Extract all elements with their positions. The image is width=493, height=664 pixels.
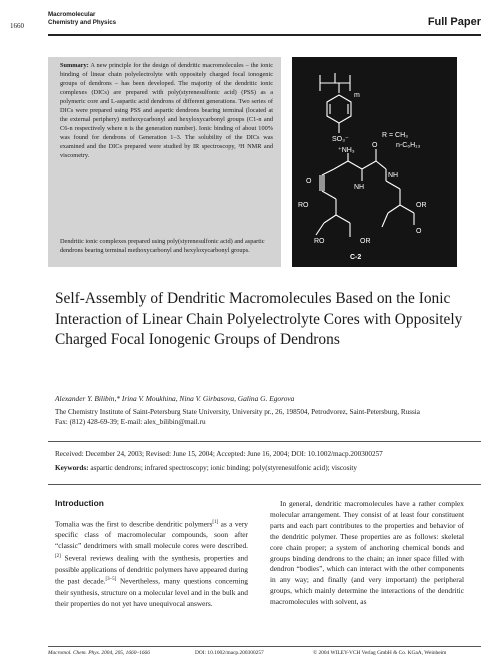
keywords <box>55 464 475 472</box>
abstract-text <box>60 61 273 160</box>
r-definition-line1: R = CH₃ <box>382 132 408 139</box>
journal-name-line2: Chemistry and Physics <box>48 19 117 26</box>
affiliation <box>55 408 475 427</box>
ester-ro-label-1: RO <box>298 202 309 209</box>
r-definition-line2: n-C₆H₁₃ <box>396 142 421 149</box>
citation-ref[interactable]: [2] <box>55 554 61 560</box>
body-text: Tomalia was the first to describe dendritic polymers <box>55 519 213 529</box>
page-number: 1660 <box>10 22 24 30</box>
amide-nh-label-2: NH <box>388 172 399 179</box>
authors: Alexander Y. Bilibin,* Irina V. Moukhina, Nina V. Girbasova, Galina G. Egorova <box>55 394 295 403</box>
ester-or-label-1: OR <box>416 202 427 209</box>
body-column-right: In general, dendritic macromolecules have a rather complex molecular arrangement. They consist of at least four constituent parts and each part contributes to the properties and behavior of the dendritic polymer. These properties are as follows: skeletal core chain proper; a system of anchoring chemical bonds and groups binding dendrons to the chain; an inner space filled with dendron “bodies”, which can interact with the other components in any way; and finally (and very important) the peripheral groups, which mainly determine the interactions of the dendritic macromolecules with solvent, as <box>270 499 464 607</box>
carbonyl-oxygen-label-1: O <box>372 142 378 149</box>
ester-ro-label-2: RO <box>314 238 325 245</box>
divider <box>48 484 481 485</box>
intro-heading: Introduction <box>55 498 104 508</box>
abstract-box <box>48 57 281 267</box>
ammonium-label: ⁺NH₃ <box>338 147 355 154</box>
affiliation-contact: Fax: (812) 428-69-39; E-mail: alex_bilibin@mail.ru <box>55 417 206 426</box>
section-label: Full Paper <box>427 16 481 28</box>
journal-name <box>48 11 198 27</box>
footer-doi[interactable]: DOI: 10.1002/macp.200300257 <box>195 650 264 656</box>
body-text: Several reviews dealing with the synthesis, properties and possible applications of dendritic polymers have appeared during the past decade. <box>55 553 248 586</box>
compound-label: C-2 <box>350 254 362 261</box>
journal-name-line1: Macromolecular <box>48 11 96 18</box>
chemical-structure-figure <box>292 57 457 267</box>
affiliation-address: The Chemistry Institute of Saint-Petersburg State University, University pr., 26, 198504, Petrodvorez, Saint-Petersburg, Russia <box>55 408 420 416</box>
body-column-left <box>55 518 248 610</box>
divider <box>48 441 481 442</box>
dates: Received: December 24, 2003; Revised: June 15, 2004; Accepted: June 16, 2004; DOI: 10.1002/macp.200300257 <box>55 450 383 458</box>
repeat-unit-label: m <box>354 92 360 99</box>
footer-rule <box>48 646 481 647</box>
graphical-abstract-caption: Dendritic ionic complexes prepared using poly(styrenesulfonic acid) and aspartic dendrons bearing terminal methoxycarbonyl and hexyloxycarbonyl groups. <box>60 238 265 254</box>
citation-ref[interactable]: [1] <box>212 520 219 525</box>
amide-nh-label-1: NH <box>354 184 365 191</box>
header-rule <box>48 34 481 36</box>
carbonyl-oxygen-label-3: O <box>416 228 422 235</box>
footer-copyright: © 2004 WILEY-VCH Verlag GmbH & Co. KGaA, Weinheim <box>313 650 447 656</box>
ester-or-label-2: OR <box>360 238 371 245</box>
abstract-body: A new principle for the design of dendritic macromolecules – the ionic binding of linear chain polyelectrolyte with oppositely charged focal ionogenic groups of dendrons – has been developed. The majority of the dendritic ionic complexes (DICs) are prepared with poly(styrenesulfonic acid) (PSS) as a polymeric core and L-aspartic acid dendrons of different generations. Two series of DICs were prepared using PSS and aspartic dendrons bearing terminal (located at the external periphery) methoxycarbonyl and hexyloxycarbonyl groups (C1-n and C6-n respectively where n is the generation number). Ionic binding of about 100% was found for dendrons of Generation 1–3. The solubility of the DICs was examined and the DICs prepared were studied by IR spectroscopy, ¹H NMR and viscometry. <box>60 62 273 159</box>
chemical-structure-drawing <box>292 57 457 267</box>
body-text: Nevertheless, many questions concerning their synthesis, structure on a molecular level and in the bulk and their properties do not yet have unequivocal answers. <box>55 576 248 608</box>
footer-citation: Macromol. Chem. Phys. 2004, 205, 1660–1666 <box>48 650 150 656</box>
carbonyl-oxygen-label-2: O <box>306 178 312 185</box>
abstract-label: Summary: <box>60 62 89 69</box>
article-title: Self-Assembly of Dendritic Macromolecules Based on the Ionic Interaction of Linear Chain Polyelectrolyte Cores with Oppositely Charged Focal Ionogenic Groups of Dendrons <box>55 290 463 348</box>
body-text: as a very specific class of macromolecular compounds, soon after “classic” dendrimers with small molecule cores were described. <box>55 519 248 551</box>
citation-ref[interactable]: [3–5] <box>105 577 117 583</box>
keywords-label: Keywords: <box>55 464 89 472</box>
keywords-list: aspartic dendrons; infrared spectroscopy; ionic binding; poly(styrenesulfonic acid); viscosity <box>88 464 358 472</box>
sulfonate-label: SO₃⁻ <box>332 136 349 143</box>
